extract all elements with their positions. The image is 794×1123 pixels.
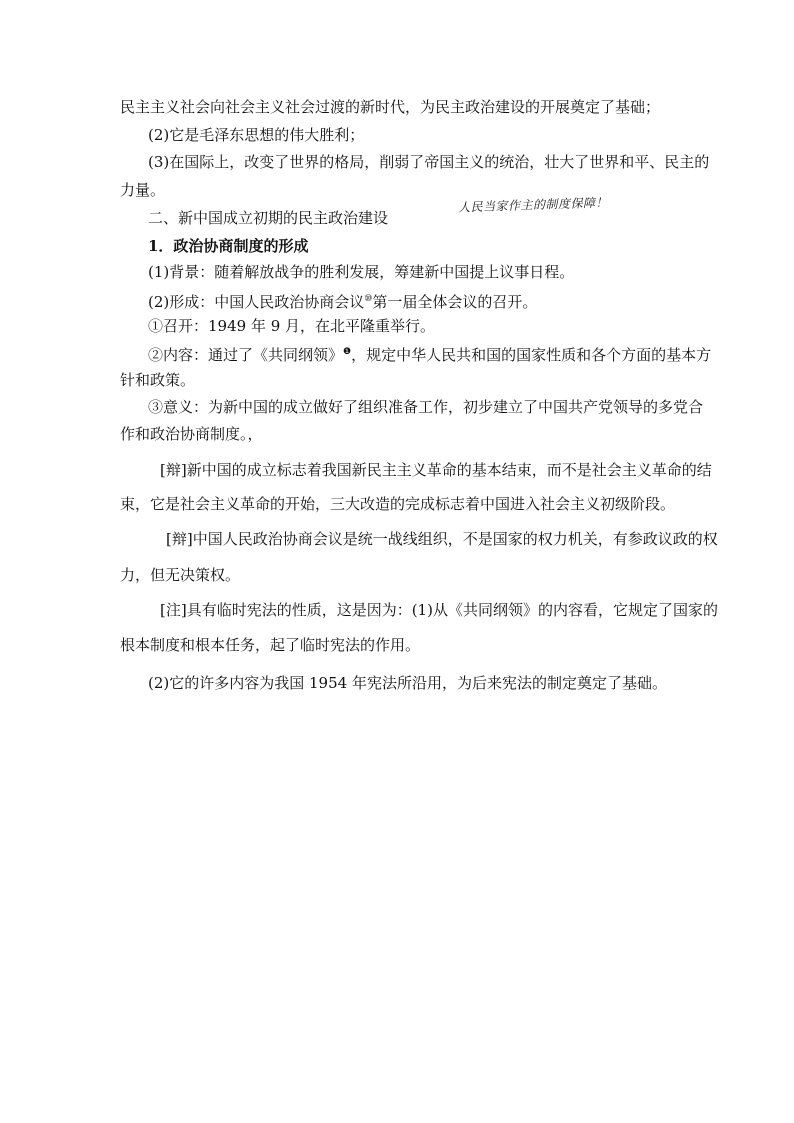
note-text: 束，它是社会主义革命的开始，三大改造的完成标志着中国进入社会主义初级阶段。: [120, 495, 676, 513]
paragraph-text: (1)背景：随着解放战争的胜利发展，筹建新中国提上议事日程。: [148, 263, 575, 281]
footnote-mark: ⑩: [364, 294, 373, 304]
paragraph-text: 力量。: [120, 181, 166, 199]
subsection-heading: 1．政治协商制度的形成: [148, 237, 309, 255]
note-text: [辩]新中国的成立标志着我国新民主主义革命的基本结束，而不是社会主义革命的结: [160, 461, 712, 479]
paragraph-text: 针和政策。: [120, 371, 196, 389]
paragraph-text: (2)它是毛泽东思想的伟大胜利；: [148, 126, 365, 144]
handwritten-annotation: 人民当家作主的制度保障！: [457, 195, 609, 215]
note-text: 力，但无决策权。: [120, 566, 241, 584]
paragraph-text-part: ，规定中华人民共和国的国家性质和各个方面的基本方: [351, 346, 712, 364]
section-heading: 二、新中国成立初期的民主政治建设: [148, 209, 389, 227]
paragraph-text-part: ②内容：通过了《共同纲领》: [148, 346, 344, 364]
paragraph-text: ③意义：为新中国的成立做好了组织准备工作，初步建立了中国共产党领导的多党合: [148, 398, 704, 416]
paragraph-text: (3)在国际上，改变了世界的格局，削弱了帝国主义的统治，壮大了世界和平、民主的: [148, 153, 710, 171]
paragraph-text: [148, 289, 680, 312]
paragraph-text-part: 第一届全体会议的召开。: [372, 293, 538, 311]
note-text: [注]具有临时宪法的性质，这是因为：(1)从《共同纲领》的内容看，它规定了国家的: [160, 601, 718, 619]
note-text: 根本制度和根本任务，起了临时宪法的作用。: [120, 636, 421, 654]
note-text: (2)它的许多内容为我国 1954 年宪法所沿用，为后来宪法的制定奠定了基础。: [148, 674, 667, 692]
footnote-mark: ❶: [343, 347, 352, 357]
paragraph-text: 作和政治协商制度。，: [120, 425, 263, 443]
note-text: [辩]中国人民政治协商会议是统一战线组织，不是国家的权力机关，有参政议政的权: [166, 530, 718, 548]
paragraph-text: 民主主义社会向社会主义社会过渡的新时代，为民主政治建设的开展奠定了基础；: [120, 98, 661, 116]
paragraph-text: [148, 342, 712, 365]
paragraph-text-part: (2)形成：中国人民政治协商会议: [148, 293, 365, 311]
paragraph-text: ①召开：1949 年 9 月，在北平隆重举行。: [148, 317, 436, 335]
